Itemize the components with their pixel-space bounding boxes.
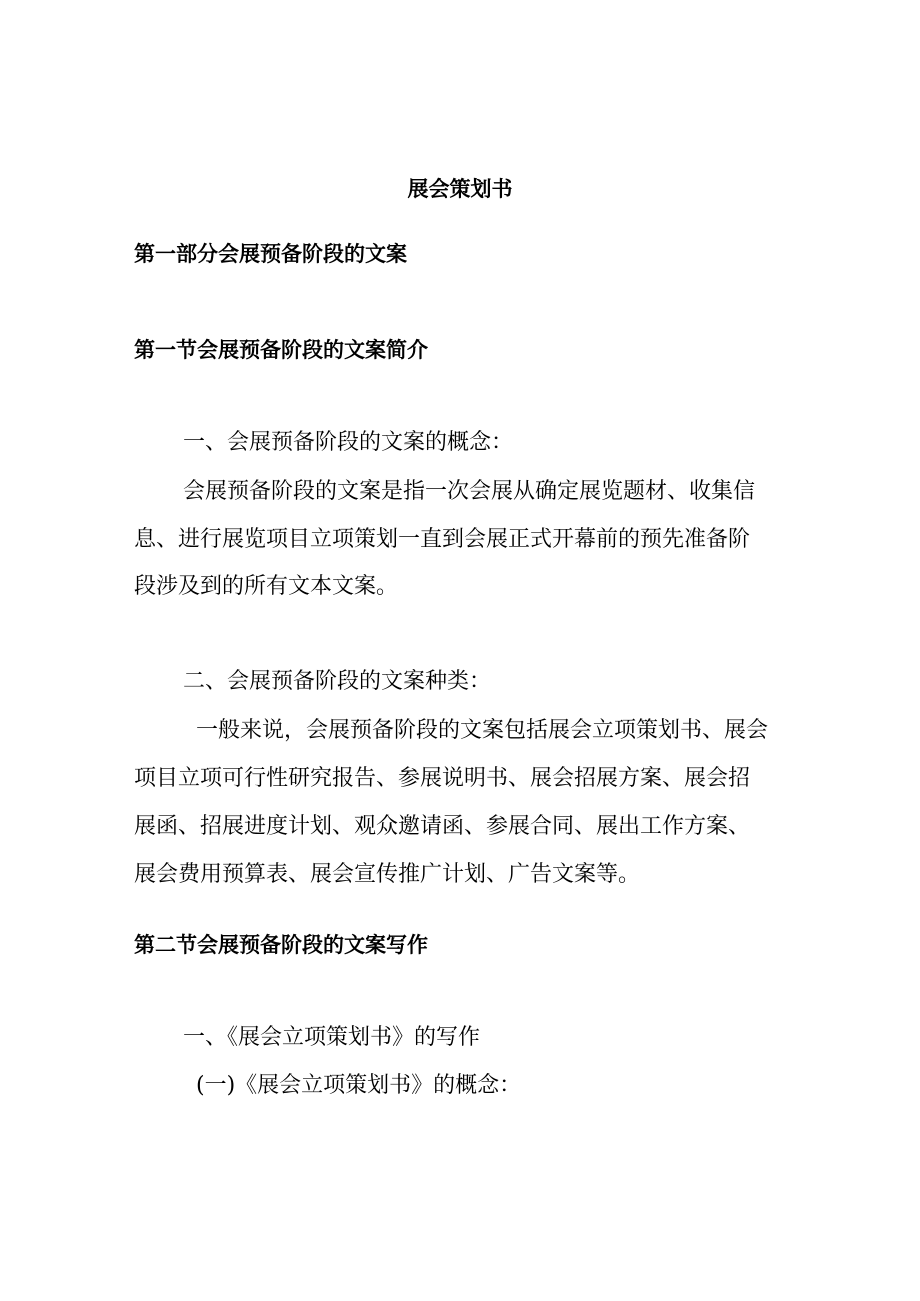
paragraph-line: 项目立项可行性研究报告、参展说明书、展会招展方案、展会招 <box>134 766 751 791</box>
paragraph-line: 息、进行展览项目立项策划一直到会展正式开幕前的预先准备阶 <box>134 527 751 552</box>
section1-item1-heading: 一、会展预备阶段的文案的概念： <box>183 430 514 455</box>
section2-heading: 第二节会展预备阶段的文案写作 <box>134 932 428 957</box>
part-heading: 第一部分会展预备阶段的文案 <box>134 241 407 266</box>
document-title: 展会策划书 <box>407 176 513 201</box>
section1-item2-heading: 二、会展预备阶段的文案种类： <box>183 669 492 694</box>
paragraph-line: 展函、招展进度计划、观众邀请函、参展合同、展出工作方案、 <box>134 814 751 839</box>
paragraph-line: 段涉及到的所有文本文案。 <box>134 574 399 599</box>
section2-item1-heading: 一、《展会立项策划书》的写作 <box>183 1025 481 1050</box>
paragraph-line: 会展预备阶段的文案是指一次会展从确定展览题材、收集信 <box>183 479 756 504</box>
section1-heading: 第一节会展预备阶段的文案简介 <box>134 337 428 362</box>
section2-item1-subheading: (一)《展会立项策划书》的概念： <box>196 1073 522 1098</box>
paragraph-line: 展会费用预算表、展会宣传推广计划、广告文案等。 <box>134 862 641 887</box>
paragraph-line: 一般来说，会展预备阶段的文案包括展会立项策划书、展会 <box>196 718 769 743</box>
